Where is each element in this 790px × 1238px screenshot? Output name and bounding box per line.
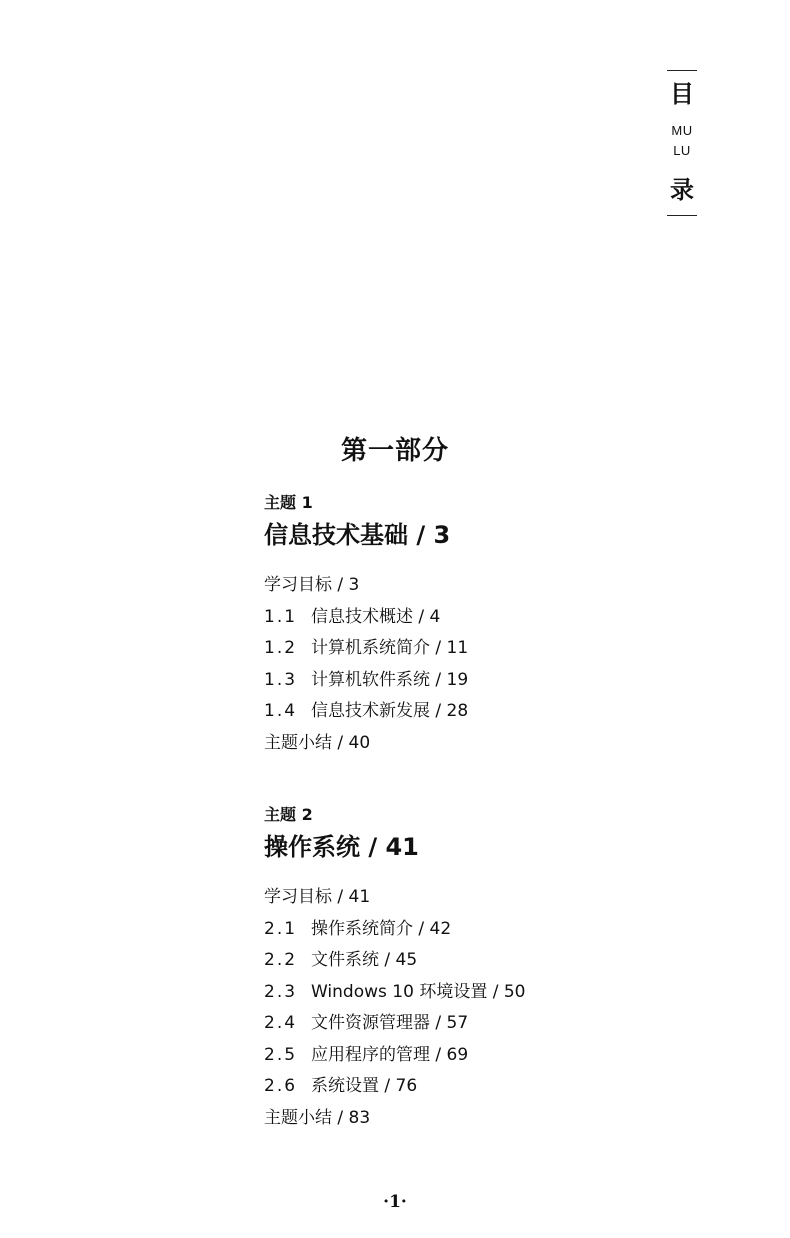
toc-entry-number: 2.6 [264, 1076, 298, 1096]
toc-entry-number: 2.5 [264, 1044, 298, 1065]
toc-entry[interactable] [264, 602, 744, 634]
topic-title[interactable]: 操作系统 / 41 [264, 833, 419, 861]
side-heading-char-top: 目 [670, 80, 694, 108]
part-title: 第一部分 [340, 436, 449, 466]
toc-entry-number: 1.1 [264, 606, 298, 627]
side-heading [662, 70, 702, 216]
toc-entry-text: 信息技术新发展 / 28 [311, 701, 469, 721]
toc-entry-text: 文件资源管理器 / 57 [311, 1013, 469, 1033]
toc-entry-text: 信息技术概述 / 4 [311, 606, 441, 627]
toc-entry[interactable] [264, 1103, 744, 1135]
toc-entry-text: 操作系统简介 / 42 [311, 918, 452, 939]
toc-entry[interactable] [264, 882, 744, 914]
toc-entry[interactable] [264, 1008, 744, 1040]
toc-entry-number: 1.2 [264, 638, 298, 658]
topic-label: 主题 1 [264, 493, 313, 512]
topic-section-2 [264, 804, 744, 1134]
topic-title[interactable]: 信息技术基础 / 3 [264, 521, 451, 549]
top-rule [667, 70, 697, 71]
toc-entry[interactable] [264, 1071, 744, 1103]
topic-section-1 [264, 492, 744, 759]
toc-entry-text: 计算机系统简介 / 11 [311, 638, 469, 658]
toc-entry-number: 2.3 [264, 981, 298, 1002]
page-number: ·1· [383, 1192, 407, 1212]
toc-entry-number: 2.4 [264, 1013, 298, 1033]
toc-entry-number: 1.3 [264, 669, 298, 690]
side-heading-char-bottom: 录 [670, 176, 694, 204]
toc-entry[interactable] [264, 633, 744, 665]
toc-entry-text: Windows 10 环境设置 / 50 [311, 981, 526, 1002]
toc-entry-text: 主题小结 / 83 [264, 1107, 371, 1128]
toc-entry[interactable] [264, 665, 744, 697]
toc-entry-number: 2.1 [264, 918, 298, 939]
bottom-rule [667, 215, 697, 216]
toc-entry-number: 2.2 [264, 950, 298, 970]
toc-entry[interactable] [264, 570, 744, 602]
toc-entry-number: 1.4 [264, 701, 298, 721]
toc-entry-text: 计算机软件系统 / 19 [311, 669, 469, 690]
toc-entry-text: 学习目标 / 41 [264, 887, 371, 907]
toc-entry[interactable] [264, 977, 744, 1009]
toc-entry-text: 系统设置 / 76 [311, 1076, 418, 1096]
side-heading-roman: MU LU [671, 123, 693, 158]
toc-entry-text: 应用程序的管理 / 69 [311, 1044, 469, 1065]
toc-entry[interactable] [264, 945, 744, 977]
toc-entry-text: 主题小结 / 40 [264, 732, 371, 753]
toc-entry[interactable] [264, 914, 744, 946]
toc-entry-text: 学习目标 / 3 [264, 575, 360, 595]
toc-entry[interactable] [264, 1040, 744, 1072]
toc-entry-text: 文件系统 / 45 [311, 950, 418, 970]
toc-entry[interactable] [264, 696, 744, 728]
toc-entry[interactable] [264, 728, 744, 760]
topic-label: 主题 2 [264, 805, 313, 824]
